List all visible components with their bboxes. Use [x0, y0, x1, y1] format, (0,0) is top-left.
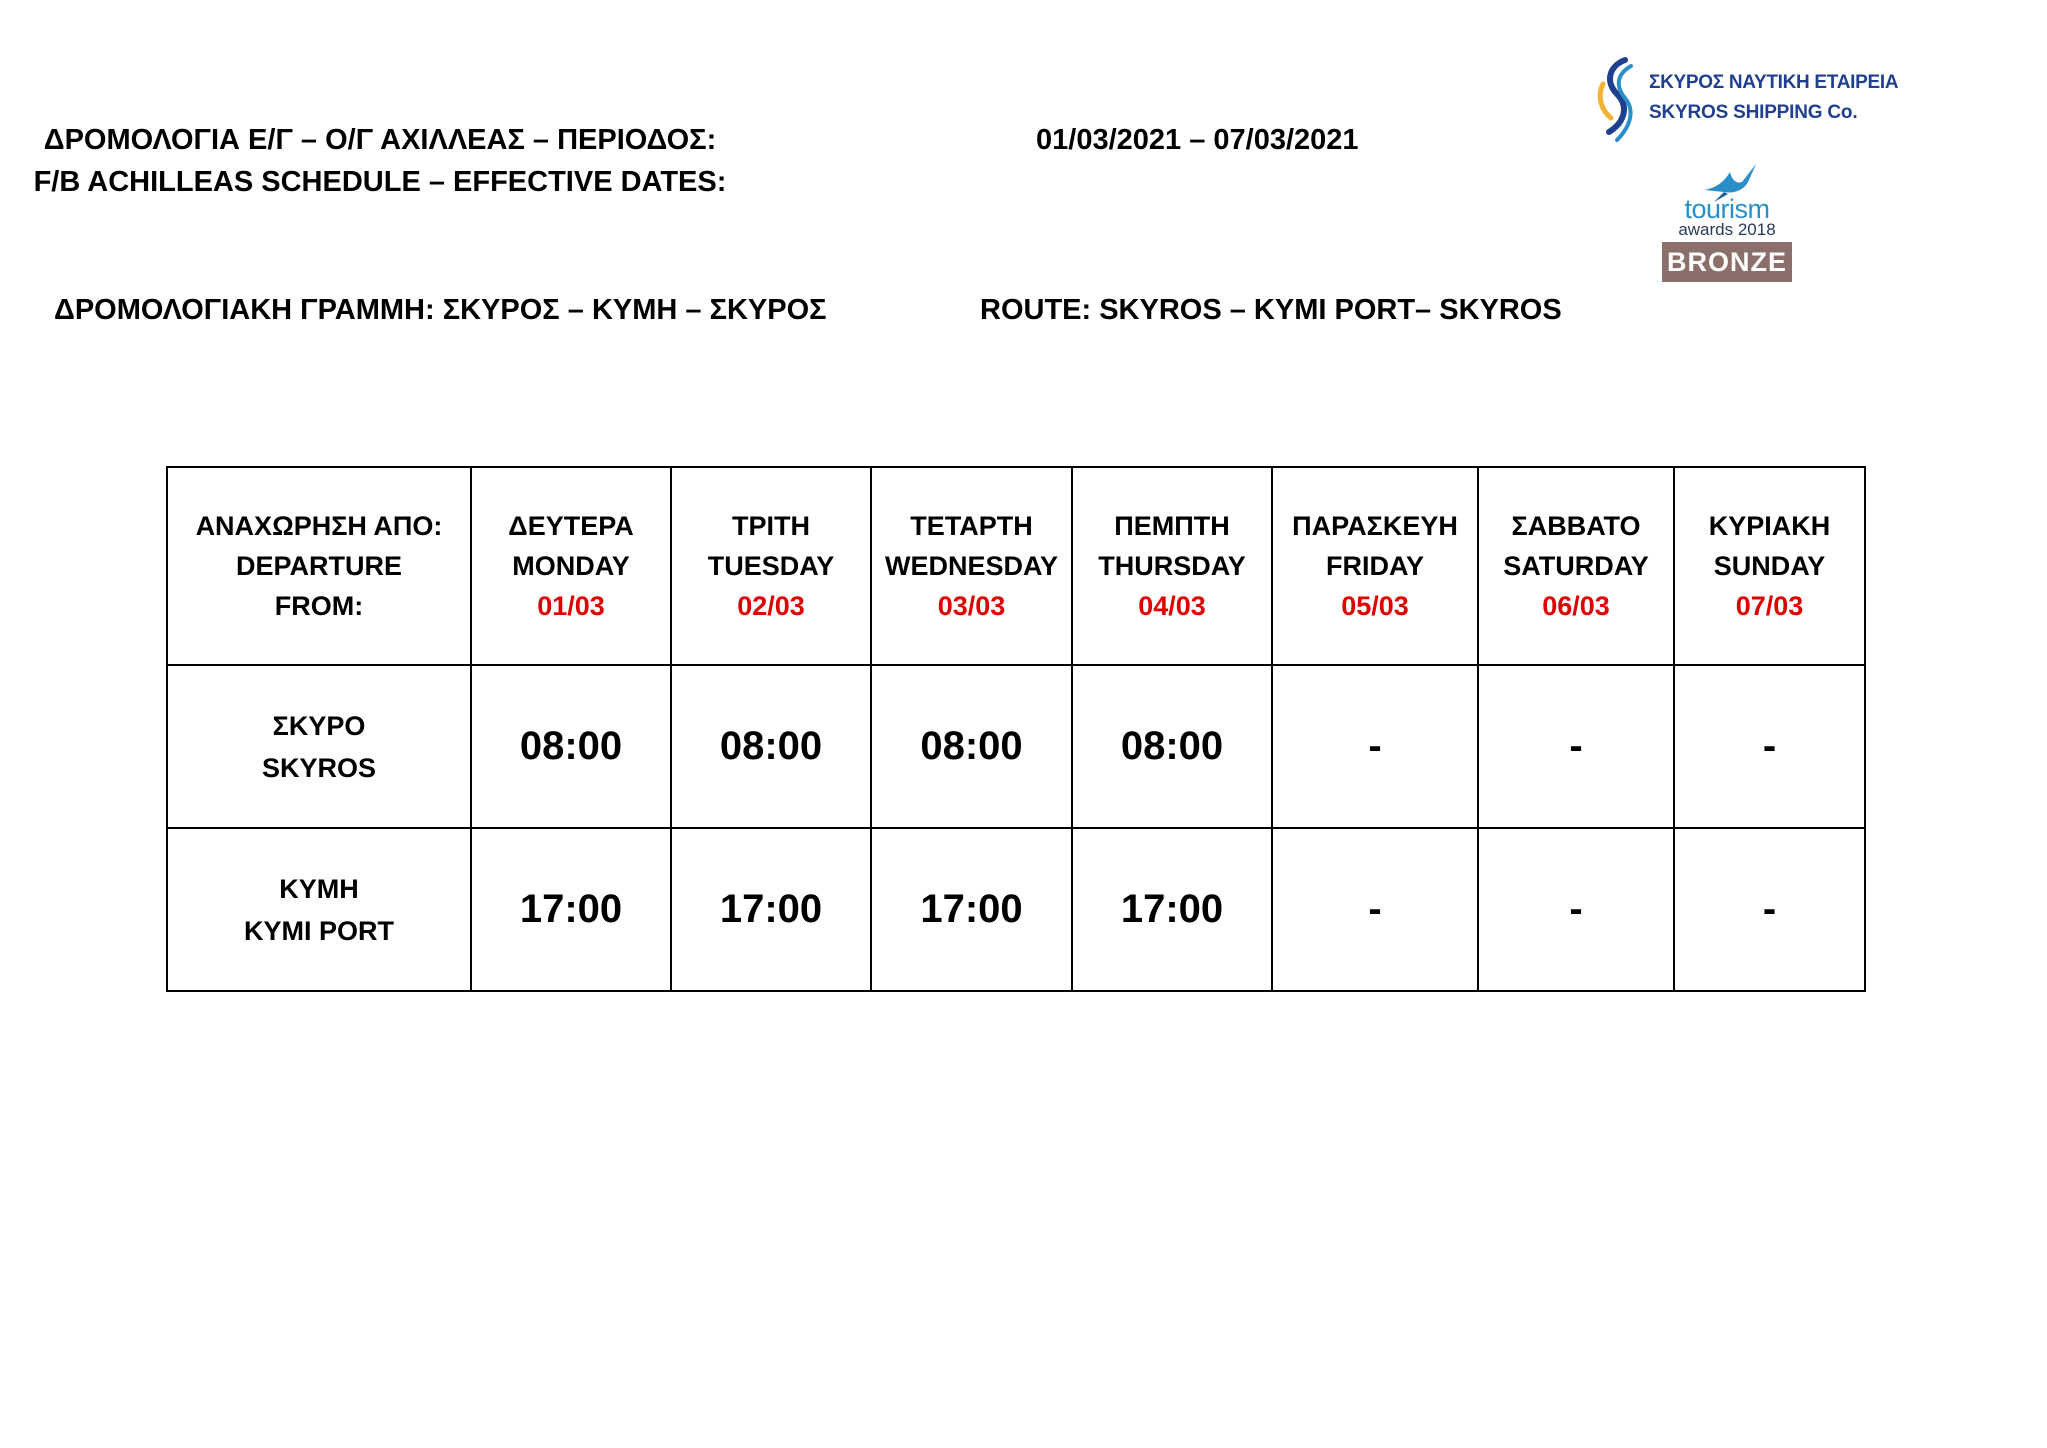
- day-name-greek: ΠΕΜΠΤΗ: [1114, 511, 1230, 541]
- day-name-greek: ΣΑΒΒΑΤΟ: [1511, 511, 1641, 541]
- title-english: F/B ACHILLEAS SCHEDULE – EFFECTIVE DATES:: [33, 166, 727, 198]
- corner-header-english-1: DEPARTURE: [235, 551, 402, 581]
- departure-time: 08:00: [671, 665, 871, 828]
- departure-time: 08:00: [1072, 665, 1272, 828]
- day-name-greek: ΚΥΡΙΑΚΗ: [1708, 511, 1831, 541]
- skyros-shipping-logo-icon: [1595, 56, 1641, 146]
- day-name-english: TUESDAY: [707, 551, 835, 581]
- departure-time: 17:00: [871, 828, 1072, 991]
- corner-header: [167, 467, 471, 665]
- day-name-english: WEDNESDAY: [884, 551, 1059, 581]
- day-header-friday: [1272, 467, 1478, 665]
- day-header-sunday: [1674, 467, 1865, 665]
- departure-time: 17:00: [671, 828, 871, 991]
- departure-time: 17:00: [471, 828, 671, 991]
- award-word: tourism: [1684, 194, 1770, 224]
- day-name-english: THURSDAY: [1098, 551, 1246, 581]
- route-english: ROUTE: SKYROS – KYMI PORT– SKYROS: [980, 294, 1562, 326]
- departure-time: -: [1674, 665, 1865, 828]
- day-date: 01/03: [537, 591, 605, 621]
- day-header-wednesday: [871, 467, 1072, 665]
- corner-header-english-2: FROM:: [274, 591, 364, 621]
- departure-time: -: [1478, 665, 1674, 828]
- day-name-greek: ΔΕΥΤΕΡΑ: [508, 511, 634, 541]
- route-greek: ΔΡΟΜΟΛΟΓΙΑΚΗ ΓΡΑΜΜΗ: ΣΚΥΡΟΣ – ΚΥΜΗ – ΣΚΥΡΟΣ: [54, 294, 827, 326]
- port-name-greek: ΚΥΜΗ: [279, 873, 359, 904]
- day-name-greek: ΤΕΤΑΡΤΗ: [910, 511, 1033, 541]
- departure-time: 08:00: [471, 665, 671, 828]
- port-name-greek: ΣΚΥΡΟ: [272, 710, 366, 741]
- day-name-english: MONDAY: [512, 551, 630, 581]
- departure-time: 08:00: [871, 665, 1072, 828]
- departure-time: -: [1272, 665, 1478, 828]
- port-name-english: SKYROS: [261, 752, 377, 783]
- award-year: awards 2018: [1678, 220, 1776, 239]
- award-level: BRONZE: [1662, 242, 1792, 282]
- day-name-english: SATURDAY: [1503, 551, 1649, 581]
- departure-time: -: [1674, 828, 1865, 991]
- port-cell: [167, 665, 471, 828]
- port-cell: [167, 828, 471, 991]
- day-date: 05/03: [1341, 591, 1409, 621]
- day-name-english: FRIDAY: [1325, 551, 1425, 581]
- company-logo: [1595, 56, 1899, 146]
- departure-time: -: [1272, 828, 1478, 991]
- schedule-table: [166, 466, 1866, 992]
- table-row-kymi: [167, 828, 1865, 991]
- title-greek: ΔΡΟΜΟΛΟΓΙΑ Ε/Γ – Ο/Γ ΑΧΙΛΛΕΑΣ – ΠΕΡΙΟΔΟΣ:: [43, 124, 717, 156]
- day-date: 06/03: [1542, 591, 1610, 621]
- day-name-greek: ΠΑΡΑΣΚΕΥΗ: [1292, 511, 1458, 541]
- day-header-saturday: [1478, 467, 1674, 665]
- day-date: 02/03: [737, 591, 805, 621]
- table-row-skyros: [167, 665, 1865, 828]
- company-name-greek: ΣΚΥΡΟΣ ΝΑΥΤΙΚΗ ΕΤΑΙΡΕΙΑ: [1649, 72, 1899, 93]
- corner-header-greek: ΑΝΑΧΩΡΗΣΗ ΑΠΟ:: [195, 511, 443, 541]
- day-header-tuesday: [671, 467, 871, 665]
- tourism-award-badge: [1662, 160, 1792, 284]
- day-name-english: SUNDAY: [1713, 551, 1826, 581]
- day-date: 07/03: [1735, 591, 1804, 621]
- company-name-english: SKYROS SHIPPING Co.: [1649, 102, 1858, 123]
- day-header-monday: [471, 467, 671, 665]
- day-header-thursday: [1072, 467, 1272, 665]
- departure-time: -: [1478, 828, 1674, 991]
- table-header-row: [167, 467, 1865, 665]
- day-date: 04/03: [1138, 591, 1206, 621]
- port-name-english: KYMI PORT: [243, 915, 394, 946]
- departure-time: 17:00: [1072, 828, 1272, 991]
- effective-dates: 01/03/2021 – 07/03/2021: [1036, 124, 1359, 156]
- day-name-greek: ΤΡΙΤΗ: [732, 511, 810, 541]
- day-date: 03/03: [937, 591, 1006, 621]
